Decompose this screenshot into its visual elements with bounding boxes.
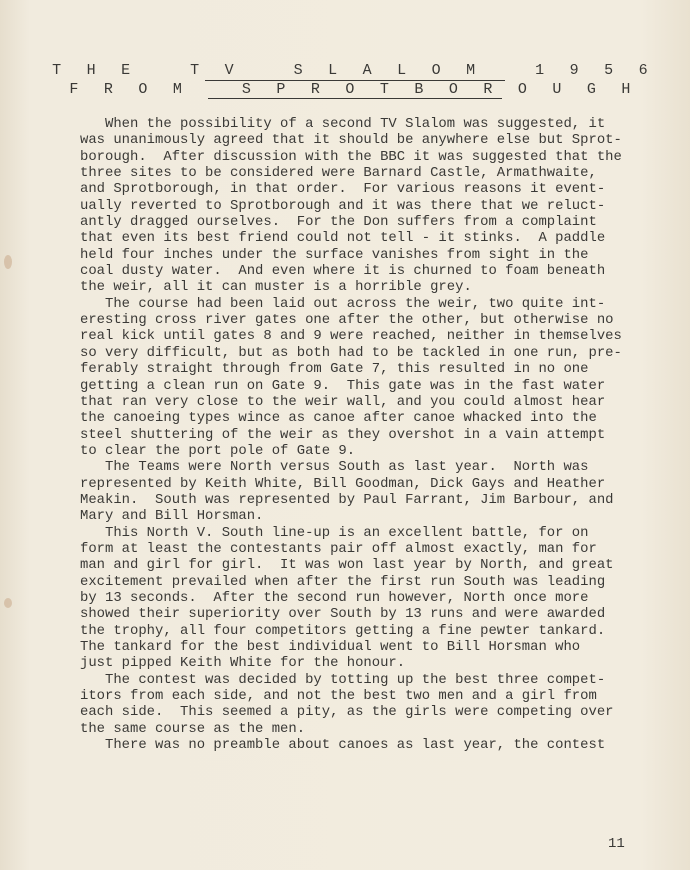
text-line: Mary and Bill Horsman. <box>80 508 264 525</box>
text-line: getting a clean run on Gate 9. This gate was in the fast water <box>80 377 606 394</box>
text-line: held four inches under the surface vanishes from sight in the <box>80 246 589 263</box>
document-title: T H E T V S L A L O M 1 9 5 6 <box>52 62 656 79</box>
text-line: real kick until gates 8 and 9 were reached, neither in themselves <box>80 328 622 345</box>
binding-hole-mark <box>4 255 12 269</box>
page-number: 11 <box>608 836 625 852</box>
text-line: the weir, all it can muster is a horrible grey. <box>80 279 472 296</box>
text-line: When the possibility of a second TV Slalom was suggested, it <box>80 116 606 132</box>
text-line: borough. After discussion with the BBC it was suggested that the <box>80 148 622 165</box>
text-line: eresting cross river gates one after the other, but otherwise no <box>80 312 614 329</box>
text-line: This North V. South line-up is an excellent battle, for on <box>80 524 589 541</box>
text-line: coal dusty water. And even where it is churned to foam beneath <box>80 263 606 280</box>
text-line: that ran very close to the weir wall, and you could almost hear <box>80 393 606 410</box>
text-line: the trophy, all four competitors getting a fine pewter tankard. <box>80 622 606 639</box>
text-line: steel shuttering of the weir as they overshot in a vain attempt <box>80 426 606 443</box>
text-line: antly dragged ourselves. For the Don suffers from a complaint <box>80 214 597 231</box>
title-block <box>0 62 690 99</box>
text-line: and Sprotborough, in that order. For various reasons it event- <box>80 181 606 198</box>
text-line: The course had been laid out across the weir, two quite int- <box>80 295 606 312</box>
text-line: showed their superiority over South by 13 runs and were awarded <box>80 606 606 623</box>
text-line: to clear the port pole of Gate 9. <box>80 442 356 459</box>
text-line: The tankard for the best individual went to Bill Horsman who <box>80 639 581 655</box>
text-line: by 13 seconds. After the second run however, North once more <box>80 589 589 606</box>
text-line: ually reverted to Sprotborough and it was there that we reluct- <box>80 197 606 214</box>
text-line: so very difficult, but as both had to be tackled in one run, pre- <box>80 344 622 361</box>
body-text <box>80 116 660 753</box>
text-line: the same course as the men. <box>80 720 306 737</box>
text-line: three sites to be considered were Barnard Castle, Armathwaite, <box>80 165 597 182</box>
text-line: Meakin. South was represented by Paul Farrant, Jim Barbour, and <box>80 491 614 508</box>
text-line: The contest was decided by totting up the best three compet- <box>80 671 606 688</box>
document-subtitle: F R O M S P R O T B O R O U G H <box>69 81 639 98</box>
text-line: was unanimously agreed that it should be anywhere else but Sprot- <box>80 132 622 149</box>
binding-hole-mark <box>4 598 12 608</box>
text-line: the canoeing types wince as canoe after canoe whacked into the <box>80 410 597 427</box>
text-line: just pipped Keith White for the honour. <box>80 655 406 672</box>
text-line: each side. This seemed a pity, as the girls were competing over <box>80 704 614 721</box>
text-line: form at least the contestants pair off almost exactly, man for <box>80 540 597 557</box>
text-line: ferably straight through from Gate 7, this resulted in no one <box>80 361 589 378</box>
text-line: that even its best friend could not tell - it stinks. A paddle <box>80 230 606 247</box>
text-line: excitement prevailed when after the first run South was leading <box>80 573 606 590</box>
text-line: The Teams were North versus South as last year. North was <box>80 459 589 476</box>
title-underline <box>205 80 505 81</box>
text-line: There was no preamble about canoes as last year, the contest <box>80 737 606 754</box>
subtitle-underline <box>208 98 502 99</box>
text-line: represented by Keith White, Bill Goodman, Dick Gays and Heather <box>80 475 606 492</box>
text-line: itors from each side, and not the best two men and a girl from <box>80 688 597 705</box>
text-line: man and girl for girl. It was won last year by North, and great <box>80 557 614 574</box>
